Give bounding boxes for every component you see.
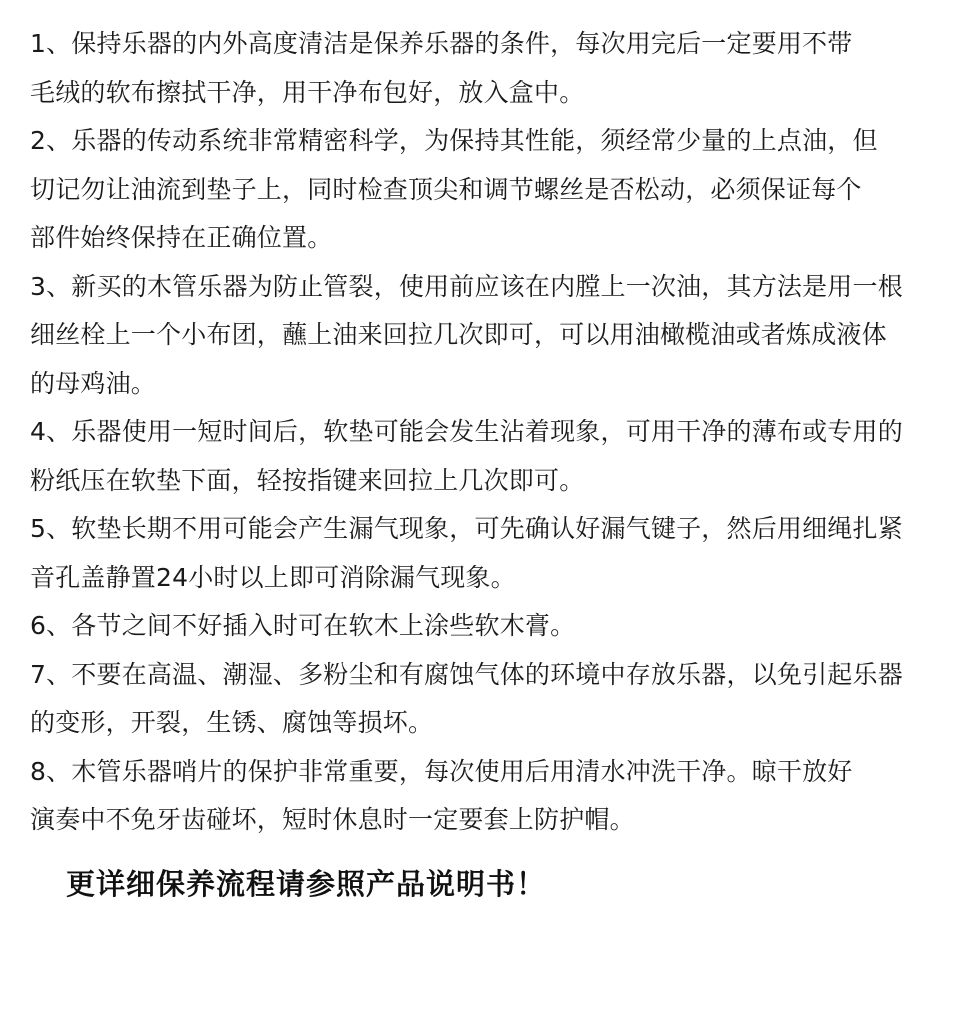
text-line: 细丝栓上一个小布团，蘸上油来回拉几次即可，可以用油橄榄油或者炼成液体: [30, 320, 887, 349]
text-line: 3、新买的木管乐器为防止管裂，使用前应该在内膛上一次油，其方法是用一根: [30, 271, 903, 301]
text-line: 5、软垫长期不用可能会产生漏气现象，可先确认好漏气键子，然后用细绳扎紧: [30, 514, 903, 543]
text-line: 部件始终保持在正确位置。: [30, 223, 333, 252]
manual-reference-note: 更详细保养流程请参照产品说明书！: [66, 867, 547, 901]
text-line: 粉纸压在软垫下面，轻按指键来回拉上几次即可。: [30, 465, 585, 495]
text-line: 1、保持乐器的内外高度清洁是保养乐器的条件，每次用完后一定要用不带: [30, 29, 853, 58]
text-line: 8、木管乐器哨片的保护非常重要，每次使用后用清水冲洗干净。晾干放好: [30, 756, 853, 786]
text-line: 6、各节之间不好插入时可在软木上涂些软木膏。: [30, 611, 576, 640]
text-line: 的变形，开裂，生锈、腐蚀等损坏。: [30, 708, 434, 737]
text-line: 4、乐器使用一短时间后，软垫可能会发生沾着现象，可用干净的薄布或专用的: [30, 417, 903, 446]
text-line: 7、不要在高温、潮湿、多粉尘和有腐蚀气体的环境中存放乐器，以免引起乐器: [30, 659, 903, 689]
text-line: 音孔盖静置24小时以上即可消除漏气现象。: [30, 562, 516, 592]
text-line: 演奏中不免牙齿碰坏，短时休息时一定要套上防护帽。: [30, 805, 635, 834]
text-line: 毛绒的软布擦拭干净，用干净布包好，放入盒中。: [30, 77, 585, 107]
text-line: 切记勿让油流到垫子上，同时检查顶尖和调节螺丝是否松动，必须保证每个: [30, 174, 862, 204]
care-instructions: [30, 20, 960, 845]
text-line: 的母鸡油。: [30, 368, 157, 398]
text-line: 2、乐器的传动系统非常精密科学，为保持其性能，须经常少量的上点油，但: [30, 126, 878, 155]
